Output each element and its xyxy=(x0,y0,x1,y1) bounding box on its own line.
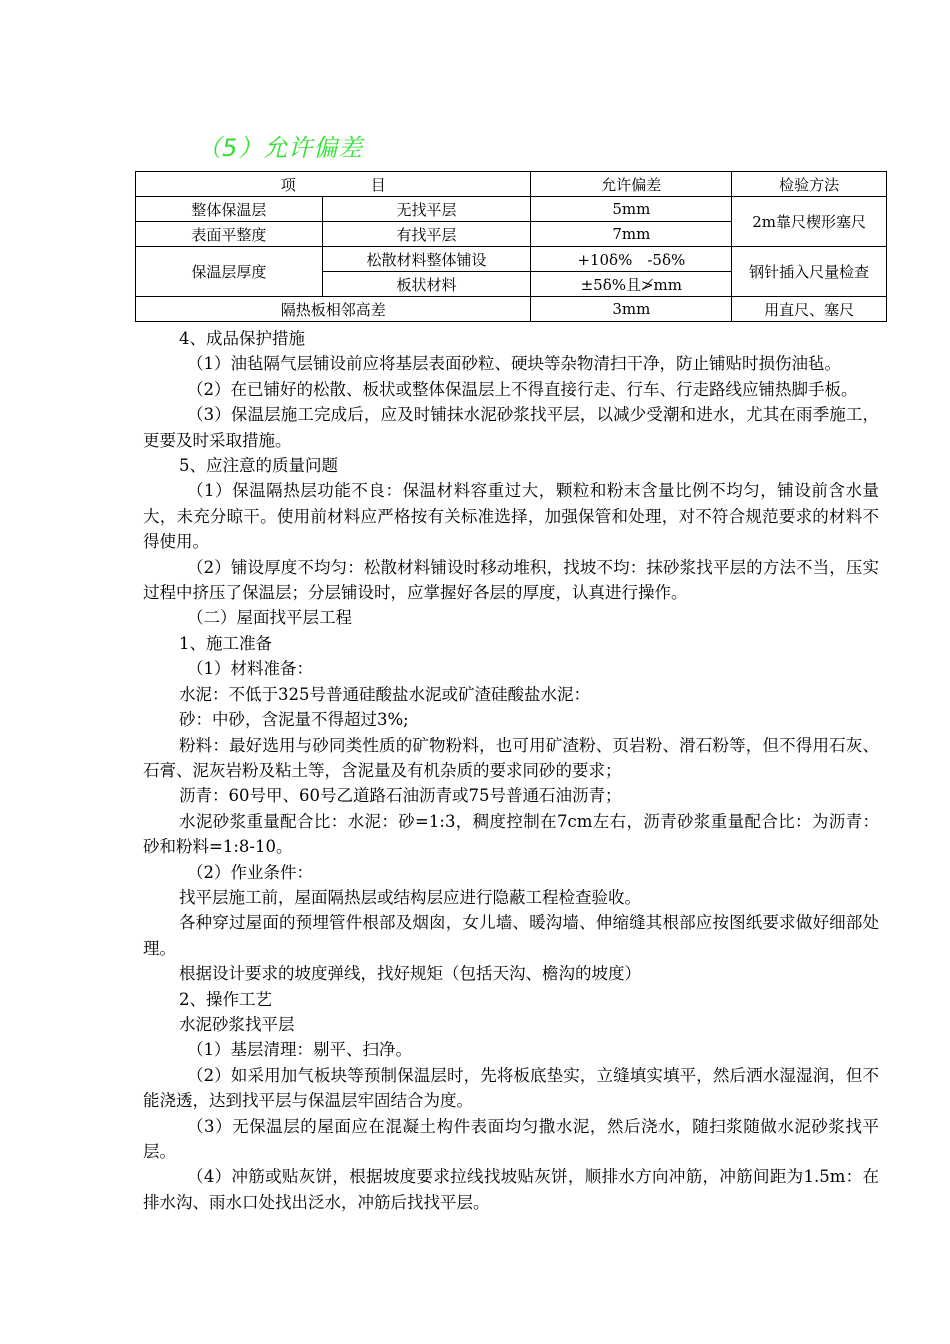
table-cell: 松散材料整体铺设 xyxy=(322,247,531,272)
subheading: （二）屋面找平层工程 xyxy=(187,608,352,628)
header-deviation: 允许偏差 xyxy=(531,172,732,197)
table-row xyxy=(136,297,887,322)
table-cell: 整体保温层 xyxy=(136,197,323,222)
paragraph: （2）如采用加气板块等预制保温层时，先将板底垫实，立缝填实填平，然后洒水湿湿润，但不能浇透，达到找平层与保温层牢固结合为度。 xyxy=(143,1065,879,1111)
paragraph: 找平层施工前，屋面隔热层或结构层应进行隐蔽工程检查验收。 xyxy=(179,887,641,907)
table-cell: 2m靠尺楔形塞尺 xyxy=(732,197,887,247)
table-row xyxy=(136,197,887,222)
paragraph: （3）保温层施工完成后，应及时铺抹水泥砂浆找平层，以减少受潮和进水，尤其在雨季施工，更要及时采取措施。 xyxy=(143,405,879,450)
section-heading: （5）允许偏差 xyxy=(197,134,364,162)
table-header-row xyxy=(136,172,887,197)
table-cell: 3mm xyxy=(531,297,732,322)
subheading: 1、施工准备 xyxy=(179,633,272,653)
subheading: 5、应注意的质量问题 xyxy=(179,456,338,476)
header-item: 项 目 xyxy=(136,172,531,197)
paragraph: （2）铺设厚度不均匀：松散材料铺设时移动堆积，找坡不均：抹砂浆找平层的方法不当，压实过程中挤压了保温层；分层铺设时，应掌握好各层的厚度，认真进行操作。 xyxy=(143,557,879,603)
paragraph: （1）油毡隔气层铺设前应将基层表面砂粒、硬块等杂物清扫干净，防止铺贴时损伤油毡。 xyxy=(187,354,841,374)
subheading: 2、操作工艺 xyxy=(179,989,272,1009)
paragraph: 各种穿过屋面的预埋管件根部及烟囱，女儿墙、暖沟墙、伸缩缝其根部应按图纸要求做好细部处理。 xyxy=(143,913,879,958)
table-cell: 钢针插入尺量检查 xyxy=(732,247,887,297)
paragraph: 砂：中砂，含泥量不得超过3%; xyxy=(179,710,409,730)
paragraph: 水泥砂浆重量配合比：水泥：砂=1:3，稠度控制在7cm左右，沥青砂浆重量配合比：为沥青：砂和粉料=1:8-10。 xyxy=(143,811,879,857)
header-method: 检验方法 xyxy=(732,172,887,197)
table-cell: 5mm xyxy=(531,197,732,222)
paragraph: 根据设计要求的坡度弹线，找好规矩（包括天沟、檐沟的坡度） xyxy=(179,964,641,984)
paragraph: 沥青：60号甲、60号乙道路石油沥青或75号普通石油沥青； xyxy=(179,786,622,806)
table-cell: 无找平层 xyxy=(322,197,531,222)
paragraph: （1）保温隔热层功能不良：保温材料容重过大，颗粒和粉末含量比例不均匀，铺设前含水量大，未充分晾干。使用前材料应严格按有关标准选择，加强保管和处理，对不符合规范要求的材料不得使用。 xyxy=(143,481,879,552)
table-cell: 表面平整度 xyxy=(136,222,323,247)
paragraph: 粉料：最好选用与砂同类性质的矿物粉料，也可用矿渣粉、页岩粉、滑石粉等，但不得用石灰、石膏、泥灰岩粉及粘土等，含泥量及有机杂质的要求同砂的要求； xyxy=(143,735,879,780)
paragraph: 水泥砂浆找平层 xyxy=(179,1014,295,1034)
table-cell: 保温层厚度 xyxy=(136,247,323,297)
table-cell: 7mm xyxy=(531,222,732,247)
subheading: 4、成品保护措施 xyxy=(179,329,305,348)
table-cell: +10δ% -5δ% xyxy=(531,247,732,272)
table-cell: 用直尺、塞尺 xyxy=(732,297,887,322)
paragraph: （3）无保温层的屋面应在混凝土构件表面均匀撒水泥，然后浇水，随扫浆随做水泥砂浆找平层。 xyxy=(143,1116,879,1161)
paragraph: （4）冲筋或贴灰饼，根据坡度要求拉线找坡贴灰饼，顺排水方向冲筋，冲筋间距为1.5m：在排水沟、雨水口处找出泛水，冲筋后找找平层。 xyxy=(143,1167,879,1212)
paragraph: （1）基层清理：剔平、扫净。 xyxy=(187,1040,412,1060)
paragraph: （2）在已铺好的松散、板状或整体保温层上不得直接行走、行车、行走路线应铺热脚手板。 xyxy=(187,379,858,399)
paragraph: 水泥：不低于325号普通硅酸盐水泥或矿渣硅酸盐水泥： xyxy=(179,684,590,704)
body-text xyxy=(143,326,879,1215)
table-row xyxy=(136,247,887,272)
table-cell: ±5δ%且≯mm xyxy=(531,272,732,297)
allowable-deviation-table xyxy=(135,171,887,322)
paragraph: （1）材料准备： xyxy=(187,659,313,679)
table-cell: 有找平层 xyxy=(322,222,531,247)
table-cell: 板状材料 xyxy=(322,272,531,297)
table-cell: 隔热板相邻高差 xyxy=(136,297,531,322)
paragraph: （2）作业条件： xyxy=(187,862,313,882)
